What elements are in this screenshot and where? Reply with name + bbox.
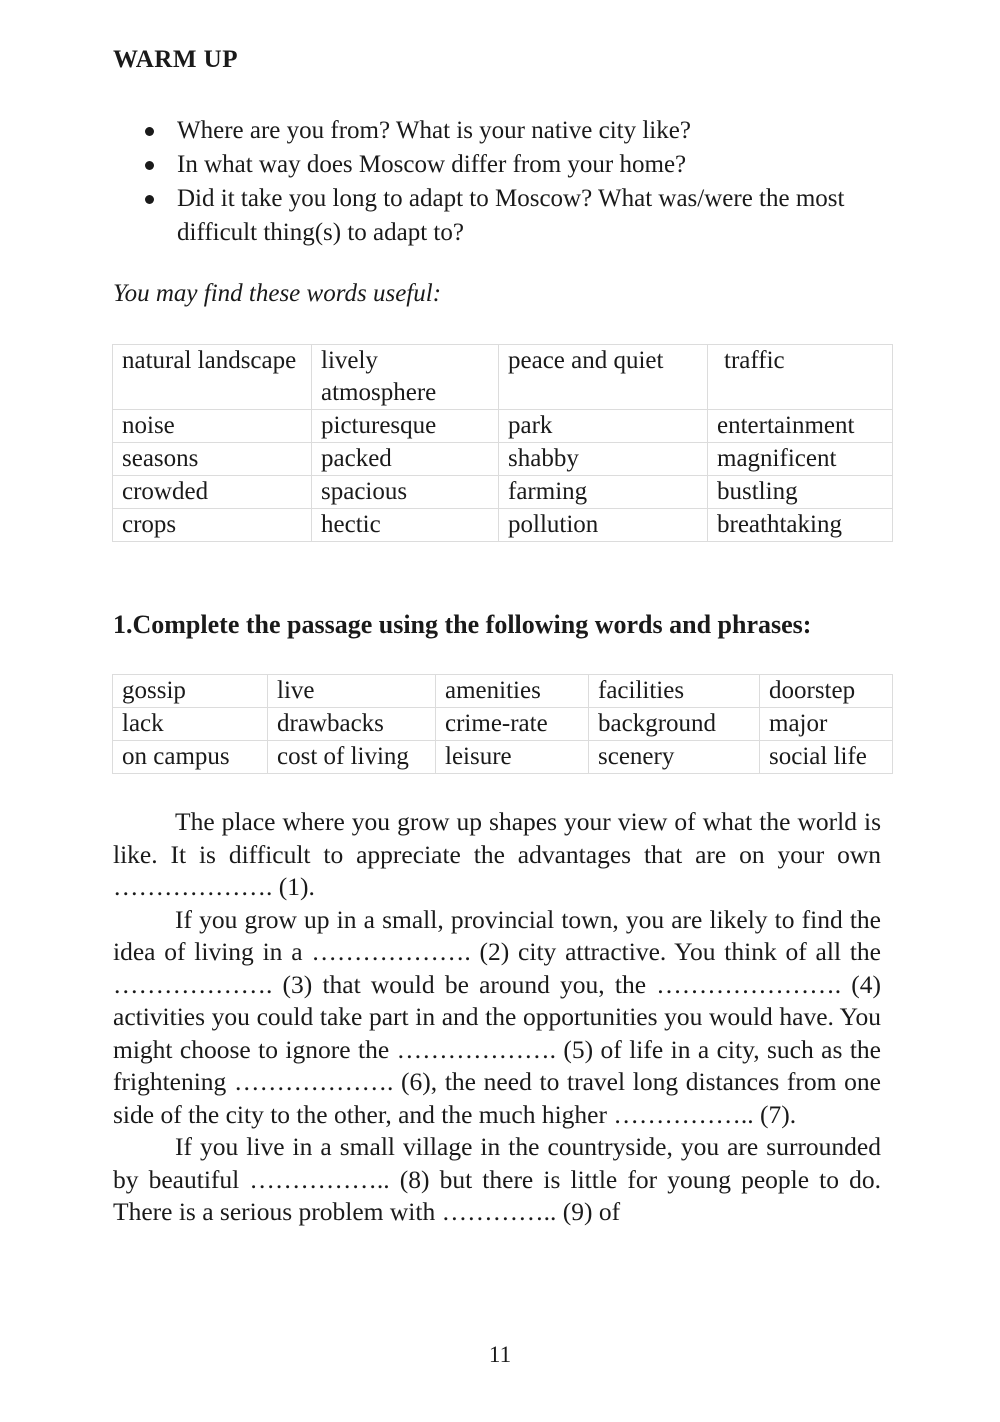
table-cell: gossip bbox=[113, 675, 268, 708]
table-cell: crime-rate bbox=[436, 708, 589, 741]
warm-up-questions bbox=[145, 114, 905, 250]
table-cell: noise bbox=[113, 410, 312, 443]
question-text: In what way does Moscow differ from your home? bbox=[177, 151, 687, 178]
table-cell: major bbox=[760, 708, 893, 741]
passage-paragraph: If you grow up in a small, provincial town, you are likely to find the idea of living in a ………………. (2) city attractive. You think of all the ………………. (3) that would be around you, the …………………. (4) activities you could take part in and the opportunities you would have. You might choose to ignore the ………………. (5) of life in a city, such as the frightening ………………. (6), the need to travel long distances from one side of the city to the other, and the much higher …………….. (7). bbox=[113, 904, 881, 1129]
question-text: Where are you from? What is your native city like? bbox=[177, 117, 691, 144]
table-row bbox=[113, 410, 893, 443]
table-cell: drawbacks bbox=[268, 708, 436, 741]
table-cell: social life bbox=[760, 741, 893, 774]
table-cell: facilities bbox=[589, 675, 760, 708]
warm-up-heading: WARM UP bbox=[113, 46, 239, 73]
passage-paragraph: The place where you grow up shapes your view of what the world is like. It is difficult to appreciate the advantages that are on your own ………………. (1). bbox=[113, 807, 881, 901]
table-cell: farming bbox=[499, 476, 708, 509]
table-cell: crops bbox=[113, 509, 312, 542]
table-cell: on campus bbox=[113, 741, 268, 774]
table-cell: picturesque bbox=[312, 410, 499, 443]
table-cell: hectic bbox=[312, 509, 499, 542]
table-cell: magnificent bbox=[708, 443, 893, 476]
table-row bbox=[113, 443, 893, 476]
table-cell: shabby bbox=[499, 443, 708, 476]
bullet-icon bbox=[145, 127, 154, 136]
vocabulary-table bbox=[112, 344, 893, 542]
table-cell: scenery bbox=[589, 741, 760, 774]
table-row bbox=[113, 345, 893, 410]
table-cell: amenities bbox=[436, 675, 589, 708]
table-cell: natural landscape bbox=[113, 345, 312, 410]
table-row bbox=[113, 741, 893, 774]
table-cell: peace and quiet bbox=[499, 345, 708, 410]
table-cell: seasons bbox=[113, 443, 312, 476]
table-cell: packed bbox=[312, 443, 499, 476]
table-cell: spacious bbox=[312, 476, 499, 509]
table-cell: lack bbox=[113, 708, 268, 741]
table-row bbox=[113, 476, 893, 509]
table-cell: live bbox=[268, 675, 436, 708]
table-cell: background bbox=[589, 708, 760, 741]
table-row bbox=[113, 675, 893, 708]
table-cell: leisure bbox=[436, 741, 589, 774]
table-cell: crowded bbox=[113, 476, 312, 509]
table-row bbox=[113, 708, 893, 741]
table-row bbox=[113, 509, 893, 542]
list-item bbox=[145, 148, 905, 182]
table-cell: breathtaking bbox=[708, 509, 893, 542]
exercise-1-heading: 1.Complete the passage using the following words and phrases: bbox=[113, 610, 812, 639]
table-cell: pollution bbox=[499, 509, 708, 542]
table-cell: lively atmosphere bbox=[312, 345, 499, 410]
word-bank-table bbox=[112, 674, 893, 774]
useful-words-note: You may find these words useful: bbox=[113, 280, 442, 307]
table-cell: bustling bbox=[708, 476, 893, 509]
table-cell: entertainment bbox=[708, 410, 893, 443]
question-text: Did it take you long to adapt to Moscow? What was/were the most difficult thing(s) to adapt to? bbox=[177, 185, 845, 246]
page-number: 11 bbox=[488, 1342, 512, 1367]
table-cell: traffic bbox=[708, 345, 893, 410]
bullet-icon bbox=[145, 195, 154, 204]
table-cell: park bbox=[499, 410, 708, 443]
passage-paragraph: If you live in a small village in the countryside, you are surrounded by beautiful …………….. (8) but there is little for young people to do. There is a serious problem with ………….. (9) of bbox=[113, 1132, 881, 1226]
table-cell: doorstep bbox=[760, 675, 893, 708]
list-item bbox=[145, 182, 905, 250]
table-cell: cost of living bbox=[268, 741, 436, 774]
bullet-icon bbox=[145, 161, 154, 170]
exercise-passage bbox=[113, 806, 881, 1229]
list-item bbox=[145, 114, 905, 148]
